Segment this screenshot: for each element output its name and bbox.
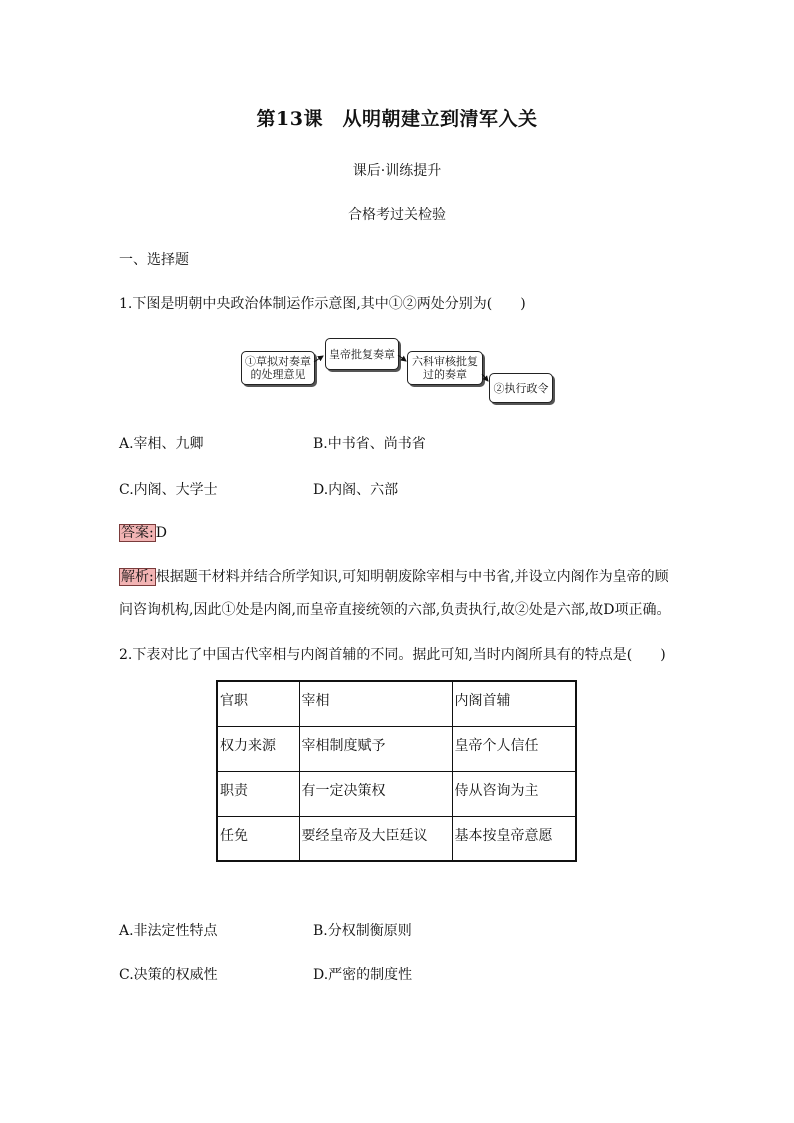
q1-option-a[interactable]: A.宰相、九卿: [119, 436, 204, 452]
diagram-box-execute-label: ②执行政令: [493, 381, 549, 395]
table-cell: 有一定决策权: [299, 771, 452, 816]
page-title: 第13课 从明朝建立到清军入关: [256, 108, 538, 130]
table-header-row: [217, 681, 576, 726]
diagram-box-draft-line2: 的处理意见: [250, 368, 306, 381]
arrow-emperor-to-review: [398, 355, 406, 361]
question-2-stem: 2.下表对比了中国古代宰相与内阁首辅的不同。据此可知,当时内阁所具有的特点是( ): [119, 647, 666, 663]
q1-option-d[interactable]: D.内阁、六部: [313, 482, 399, 498]
diagram-box-review-line1: 六科审核批复: [412, 355, 478, 368]
diagram-box-draft-line1: ①草拟对奏章: [245, 355, 311, 368]
table-row: [217, 726, 576, 771]
table-cell: 侍从咨询为主: [452, 771, 576, 816]
comparison-table: [216, 680, 577, 862]
subtitle: 课后·训练提升: [352, 163, 442, 179]
q2-option-b[interactable]: B.分权制衡原则: [313, 923, 412, 939]
arrow-draft-to-emperor: [314, 356, 323, 362]
q2-option-a[interactable]: A.非法定性特点: [119, 923, 218, 939]
q2-option-d[interactable]: D.严密的制度性: [313, 967, 413, 983]
q1-analysis-line1: [119, 566, 669, 586]
table-row: [217, 816, 576, 861]
q1-answer: [119, 522, 167, 542]
part-heading: 一、选择题: [119, 252, 189, 268]
table-header-cell: 官职: [217, 681, 299, 726]
diagram-box-review-line2: 过的奏章: [423, 368, 467, 381]
table-header-cell: 宰相: [299, 681, 452, 726]
answer-value: D: [155, 525, 167, 541]
question-1-stem: 1.下图是明朝中央政治体制运作示意图,其中①②两处分别为( ): [119, 296, 526, 312]
diagram-box-emperor-label: 皇帝批复奏章: [329, 347, 395, 361]
table-cell: 职责: [217, 771, 299, 816]
section-title: 合格考过关检验: [348, 207, 446, 223]
table-cell: 皇帝个人信任: [452, 726, 576, 771]
table-row: [217, 771, 576, 816]
diagram-arrows: [0, 0, 794, 420]
q2-option-c[interactable]: C.决策的权威性: [119, 967, 218, 983]
analysis-text-line1: 根据题干材料并结合所学知识,可知明朝废除宰相与中书省,并设立内阁作为皇帝的顾: [155, 569, 669, 585]
table-cell: 基本按皇帝意愿: [452, 816, 576, 861]
table-header-cell: 内阁首辅: [452, 681, 576, 726]
q1-option-c[interactable]: C.内阁、大学士: [119, 482, 218, 498]
analysis-label: 解析:: [121, 569, 154, 585]
arrow-review-to-execute: [482, 374, 488, 381]
answer-label: 答案:: [121, 525, 154, 541]
table-cell: 宰相制度赋予: [299, 726, 452, 771]
table-cell: 要经皇帝及大臣廷议: [299, 816, 452, 861]
q1-option-b[interactable]: B.中书省、尚书省: [313, 436, 426, 452]
table-cell: 任免: [217, 816, 299, 861]
table-cell: 权力来源: [217, 726, 299, 771]
q1-analysis-line2: 问咨询机构,因此①处是内阁,而皇帝直接统领的六部,负责执行,故②处是六部,故D项正确。: [119, 602, 671, 618]
